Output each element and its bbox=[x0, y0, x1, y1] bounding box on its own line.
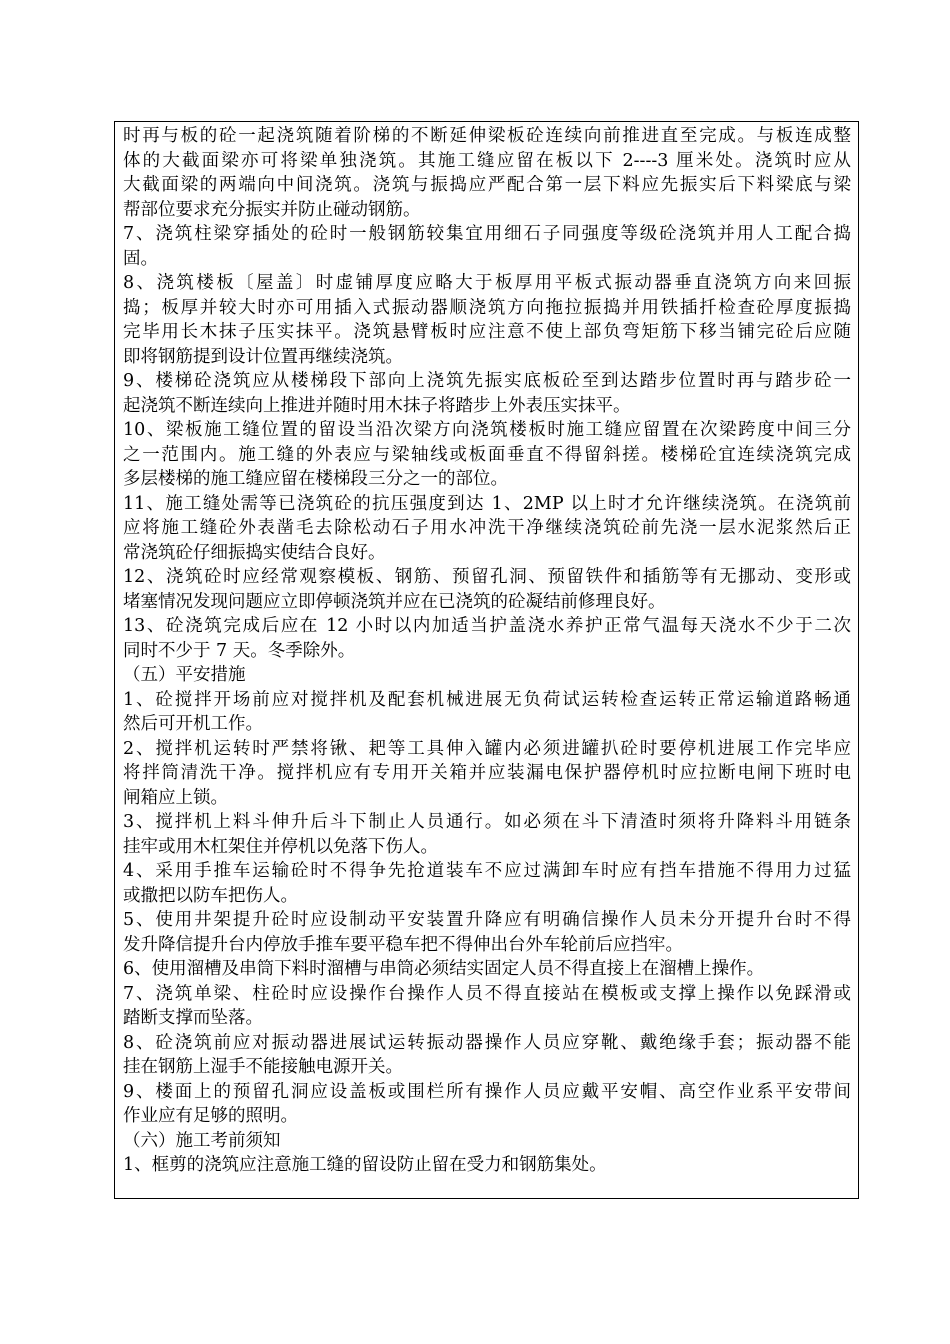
text-line: 捣；板厚并较大时亦可用插入式振动器顺浇筑方向拖拉振捣并用铁插扦检查砼厚度振捣 bbox=[123, 297, 851, 318]
text-line: 发升降信提升台内停放手推车要平稳车把不得伸出台外车轮前后应挡牢。 bbox=[123, 934, 683, 955]
text-line: 12、浇筑砼时应经常观察模板、钢筋、预留孔洞、预留铁件和插筋等有无挪动、变形或 bbox=[123, 567, 851, 587]
text-line: 8、砼浇筑前应对振动器进展试运转振动器操作人员应穿靴、戴绝缘手套；振动器不能 bbox=[123, 1032, 851, 1053]
text-line: 踏断支撑而坠落。 bbox=[123, 1008, 263, 1028]
text-line: 2、搅拌机运转时严禁将锹、耙等工具伸入罐内必须进罐扒砼时要停机进展工作完毕应 bbox=[123, 738, 851, 759]
text-line: 起浇筑不断连续向上推进并随时用木抹子将踏步上外表压实抹平。 bbox=[123, 395, 631, 416]
text-line: 6、使用溜槽及串筒下料时溜槽与串筒必须结实固定人员不得直接上在溜槽上操作。 bbox=[123, 959, 765, 979]
text-line: 10、梁板施工缝位置的留设当沿次梁方向浇筑楼板时施工缝应留置在次梁跨度中间三分 bbox=[123, 420, 851, 440]
text-line: 同时不少于 7 天。冬季除外。 bbox=[123, 640, 356, 661]
text-line: 大截面梁的两端向中间浇筑。浇筑与振捣应严配合第一层下料应先振实后下料梁底与梁 bbox=[123, 175, 851, 195]
text-line: 或撒把以防车把伤人。 bbox=[123, 885, 298, 906]
text-line: 11、施工缝处需等已浇筑砼的抗压强度到达 1、2MP 以上时才允许继续浇筑。在浇筑前 bbox=[123, 493, 851, 514]
text-line: 7、浇筑柱梁穿插处的砼时一般钢筋较集宜用细石子同强度等级砼浇筑并用人工配合捣 bbox=[123, 224, 851, 244]
text-line: 固。 bbox=[123, 248, 158, 269]
text-line: 堵塞情况发现问题应立即停顿浇筑并应在已浇筑的砼凝结前修理良好。 bbox=[123, 591, 666, 612]
text-line: 挂在钢筋上湿手不能接触电源开关。 bbox=[123, 1057, 403, 1077]
text-line: 体的大截面梁亦可将梁单独浇筑。其施工缝应留在板以下 2----3 厘米处。浇筑时应从 bbox=[123, 150, 851, 171]
document-body bbox=[123, 124, 861, 1178]
text-line: 帮部位要求充分振实并防止碰动钢筋。 bbox=[123, 199, 421, 220]
text-line: （六）施工考前须知 bbox=[123, 1130, 281, 1151]
text-line: 13、砼浇筑完成后应在 12 小时以内加适当护盖浇水养护正常气温每天浇水不少于二次 bbox=[123, 616, 851, 636]
text-line: 4、采用手推车运输砼时不得争先抢道装车不应过满卸车时应有挡车措施不得用力过猛 bbox=[123, 861, 851, 881]
text-line: 7、浇筑单梁、柱砼时应设操作台操作人员不得直接站在模板或支撑上操作以免踩滑或 bbox=[123, 983, 851, 1004]
text-line: 9、楼面上的预留孔洞应设盖板或围栏所有操作人员应戴平安帽、高空作业系平安带间 bbox=[123, 1081, 851, 1102]
text-line: 多层楼梯的施工缝应留在楼梯段三分之一的部位。 bbox=[123, 469, 508, 489]
text-line: 9、楼梯砼浇筑应从楼梯段下部向上浇筑先振实底板砼至到达踏步位置时再与踏步砼一 bbox=[123, 371, 851, 391]
text-line: 常浇筑砼仔细振捣实使结合良好。 bbox=[123, 542, 386, 563]
text-line: 之一范围内。施工缝的外表应与梁轴线或板面垂直不得留斜搓。楼梯砼宜连续浇筑完成 bbox=[123, 444, 851, 465]
text-line: 1、砼搅拌开场前应对搅拌机及配套机械进展无负荷试运转检查运转正常运输道路畅通 bbox=[123, 689, 851, 710]
text-line: 8、浇筑楼板〔屋盖〕时虚铺厚度应略大于板厚用平板式振动器垂直浇筑方向来回振 bbox=[123, 273, 851, 293]
text-line: 应将施工缝砼外表凿毛去除松动石子用水冲洗干净继续浇筑砼前先浇一层水泥浆然后正 bbox=[123, 518, 851, 538]
text-line: 即将钢筋提到设计位置再继续浇筑。 bbox=[123, 346, 403, 367]
text-line: 完毕用长木抹子压实抹平。浇筑悬臂板时应注意不使上部负弯矩筋下移当铺完砼后应随 bbox=[123, 322, 851, 342]
text-line: 5、使用井架提升砼时应设制动平安装置升降应有明确信操作人员未分开提升台时不得 bbox=[123, 910, 851, 930]
text-line: 作业应有足够的照明。 bbox=[123, 1106, 298, 1126]
text-line: 1、框剪的浇筑应注意施工缝的留设防止留在受力和钢筋集处。 bbox=[123, 1155, 607, 1175]
text-line: 3、搅拌机上料斗伸升后斗下制止人员通行。如必须在斗下清渣时须将升降料斗用链条 bbox=[123, 812, 851, 832]
text-line: 时再与板的砼一起浇筑随着阶梯的不断延伸梁板砼连续向前推进直至完成。与板连成整 bbox=[123, 126, 851, 146]
text-line: 挂牢或用木杠架住并停机以免落下伤人。 bbox=[123, 836, 438, 857]
text-line: 闸箱应上锁。 bbox=[123, 787, 228, 808]
text-line: 将拌筒清洗干净。搅拌机应有专用开关箱并应装漏电保护器停机时应拉断电闸下班时电 bbox=[123, 763, 851, 783]
text-line: （五）平安措施 bbox=[123, 665, 246, 685]
text-line: 然后可开机工作。 bbox=[123, 714, 263, 734]
